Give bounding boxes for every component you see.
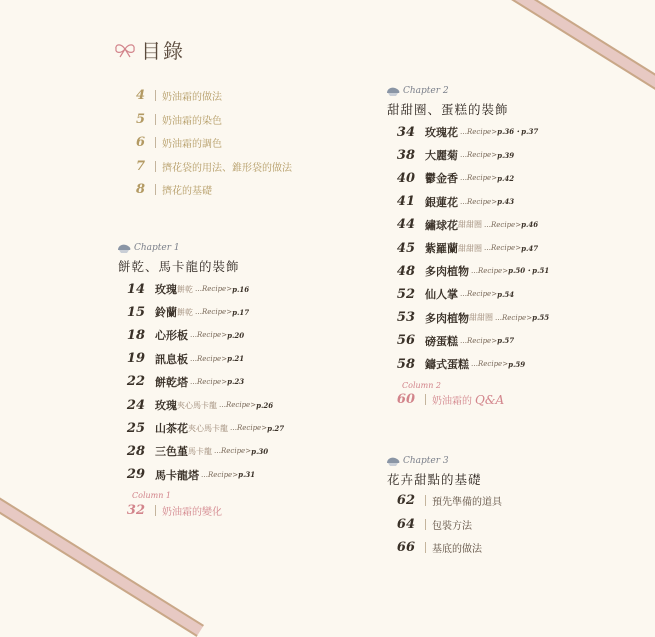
arrow-glyph: >	[221, 377, 228, 386]
arrow-glyph: >	[491, 174, 498, 183]
toc-entry	[389, 194, 514, 210]
toc-entry	[389, 493, 502, 508]
recipe-word: Recipe	[502, 313, 527, 322]
entry-title: 銀蓮花	[425, 195, 458, 209]
page-number: 15	[126, 304, 145, 320]
toc-entry	[389, 286, 514, 302]
entry-title: 紫羅蘭	[425, 242, 458, 255]
toc-entry	[389, 147, 514, 163]
toc-entry	[389, 356, 525, 372]
toc-entry	[389, 540, 482, 555]
toc-entry	[119, 281, 249, 297]
chapter-label: Chapter 3	[403, 456, 449, 466]
page-number: 38	[396, 147, 415, 163]
toc-entry	[119, 397, 273, 413]
arrow-glyph: >	[526, 313, 533, 322]
recipe-word: Recipe	[467, 197, 492, 206]
recipe-page: p.27	[267, 423, 285, 433]
chapter-label: Chapter 1	[134, 243, 180, 253]
arrow-glyph: >	[515, 244, 522, 252]
recipe-page: p.31	[238, 470, 256, 480]
toc-entry	[389, 517, 472, 532]
recipe-word: Recipe	[208, 470, 233, 479]
entry-label: 包裝方法	[432, 520, 472, 532]
recipe-page: p.47	[521, 243, 539, 253]
recipe-page: p.46	[521, 220, 539, 230]
divider-bar	[425, 495, 426, 506]
entry-title: 多肉植物	[425, 311, 469, 325]
toc-entry	[119, 420, 284, 436]
intro-entry	[119, 159, 292, 174]
bow-icon	[113, 42, 137, 58]
chapter-label: Chapter 2	[403, 86, 449, 96]
entry-subtitle: 夾心馬卡龍	[177, 400, 217, 410]
recipe-word: Recipe	[491, 220, 516, 229]
leader-dots: …	[230, 424, 237, 433]
entry-title: 餅乾塔	[155, 375, 188, 389]
entry-title: 多肉植物	[425, 265, 469, 279]
cupcake-icon	[385, 85, 401, 97]
toc-entry	[389, 333, 514, 349]
entry-label: 奶油霜的	[432, 396, 472, 407]
leader-dots: …	[460, 290, 467, 299]
page-number: 5	[135, 111, 145, 127]
page-number: 14	[126, 281, 145, 297]
divider-bar	[155, 184, 156, 195]
leader-dots: …	[214, 447, 221, 456]
recipe-word: Recipe	[226, 401, 251, 409]
arrow-glyph: >	[491, 336, 498, 345]
column-2-label: Column 2	[402, 381, 442, 390]
entry-label: 奶油霜的做法	[162, 92, 222, 103]
recipe-page: p.16	[232, 284, 250, 294]
recipe-word: Recipe	[467, 174, 492, 183]
recipe-page: p.57	[497, 336, 515, 346]
cupcake-icon	[385, 455, 401, 467]
leader-dots: …	[460, 151, 467, 160]
page-number: 64	[396, 516, 415, 532]
recipe-word: Recipe	[478, 360, 503, 368]
column-1-label: Column 1	[132, 491, 172, 500]
page-number: 62	[396, 493, 415, 508]
entry-title: 磅蛋糕	[425, 334, 458, 348]
arrow-glyph: >	[221, 331, 228, 340]
leader-dots: …	[195, 308, 202, 317]
page-number: 24	[126, 397, 145, 413]
chapter-1-label	[116, 242, 180, 254]
entry-title: 仙人掌	[425, 288, 458, 302]
page-title	[113, 35, 185, 64]
recipe-page: p.23	[227, 377, 245, 387]
entry-label: 奶油霜的變化	[162, 507, 222, 518]
entry-title: 心形板	[155, 329, 188, 343]
page-number: 40	[396, 170, 415, 186]
recipe-page: p.42	[497, 173, 515, 183]
arrow-glyph: >	[250, 401, 257, 409]
toc-entry	[389, 170, 514, 186]
chapter-2-label	[385, 85, 449, 97]
arrow-glyph: >	[491, 197, 498, 206]
page-number: 52	[396, 286, 415, 302]
entry-subtitle: 餅乾	[177, 284, 193, 294]
entry-subtitle: 甜甜圈	[469, 313, 493, 323]
arrow-glyph: >	[491, 151, 498, 160]
toc-entry	[119, 304, 249, 320]
page-number: 32	[126, 503, 145, 518]
arrow-glyph: >	[245, 447, 252, 456]
page-number: 66	[396, 540, 415, 555]
recipe-page: p.54	[497, 289, 515, 299]
entry-label: 奶油霜的染色	[162, 115, 222, 127]
page-number: 58	[396, 356, 415, 372]
arrow-glyph: >	[226, 308, 233, 317]
recipe-page: p.39	[497, 150, 515, 160]
entry-title: 山茶花	[155, 422, 188, 436]
toc-entry	[389, 263, 549, 279]
arrow-glyph: >	[502, 267, 509, 276]
entry-title: 訊息板	[155, 352, 188, 366]
recipe-page: p.59	[508, 359, 526, 369]
page-number: 19	[126, 351, 145, 367]
recipe-page: p.17	[232, 307, 250, 317]
page-number: 45	[396, 240, 415, 256]
chapter-3-title: 花卉甜點的基礎	[387, 472, 482, 487]
divider-bar	[155, 137, 156, 148]
divider-bar	[155, 90, 156, 101]
intro-entry	[119, 182, 212, 197]
entry-subtitle: 夾心馬卡龍	[188, 423, 228, 433]
arrow-glyph: >	[502, 360, 509, 368]
entry-title: 鈴蘭	[155, 306, 177, 320]
arrow-glyph: >	[226, 285, 233, 293]
leader-dots: …	[219, 401, 226, 409]
entry-subtitle: 餅乾	[177, 307, 193, 317]
page-number: 4	[135, 88, 145, 103]
leader-dots: …	[195, 285, 202, 293]
recipe-word: Recipe	[197, 331, 222, 340]
toc-entry	[389, 217, 538, 233]
recipe-page: p.55	[532, 313, 550, 323]
recipe-page: p.50・p.51	[508, 266, 550, 276]
cupcake-icon	[116, 242, 132, 254]
leader-dots: …	[495, 313, 502, 322]
entry-title: 鬱金香	[425, 172, 458, 186]
entry-title: 玫瑰	[155, 399, 177, 412]
page-number: 6	[135, 135, 145, 150]
leader-dots: …	[460, 197, 467, 206]
leader-dots: …	[201, 470, 208, 479]
entry-title: 玫瑰花	[425, 126, 458, 139]
entry-label: 基底的做法	[432, 544, 482, 555]
title-text: 目錄	[141, 39, 185, 63]
page-number: 25	[126, 420, 145, 436]
page-number: 44	[396, 217, 415, 233]
entry-subtitle: 甜甜圈	[458, 243, 482, 253]
toc-entry	[389, 310, 549, 326]
intro-entry	[119, 88, 222, 103]
toc-entry	[119, 374, 244, 390]
toc-entry	[389, 240, 538, 256]
recipe-word: Recipe	[197, 377, 222, 386]
recipe-word: Recipe	[202, 308, 227, 317]
leader-dots: …	[190, 331, 197, 340]
arrow-glyph: >	[232, 470, 239, 479]
page-number: 48	[396, 263, 415, 279]
recipe-word: Recipe	[197, 354, 222, 363]
arrow-glyph: >	[221, 354, 228, 363]
chapter-3-label	[385, 455, 449, 467]
entry-title: 繡球花	[425, 218, 458, 232]
toc-entry	[119, 467, 255, 483]
chapter-2-title: 甜甜圈、蛋糕的裝飾	[387, 102, 509, 117]
page-number: 41	[396, 194, 415, 210]
recipe-page: p.20	[227, 330, 245, 340]
recipe-page: p.21	[227, 354, 245, 364]
recipe-word: Recipe	[467, 336, 492, 345]
divider-bar	[155, 114, 156, 125]
entry-title: 大麗菊	[425, 149, 458, 163]
leader-dots: …	[471, 267, 478, 276]
recipe-word: Recipe	[467, 290, 492, 299]
arrow-glyph: >	[515, 220, 522, 229]
intro-entry	[119, 135, 222, 150]
page-number: 56	[396, 333, 415, 349]
arrow-glyph: >	[491, 290, 498, 299]
column-2-entry	[389, 392, 504, 407]
recipe-page: p.26	[256, 400, 274, 410]
recipe-word: Recipe	[467, 128, 492, 136]
page-number: 60	[396, 392, 415, 407]
entry-title: 三色堇	[155, 445, 188, 459]
leader-dots: …	[471, 360, 478, 368]
recipe-word: Recipe	[221, 447, 246, 456]
recipe-word: Recipe	[237, 424, 262, 433]
entry-subtitle: 馬卡龍	[188, 446, 212, 456]
leader-dots: …	[190, 377, 197, 386]
chapter-1-title: 餅乾、馬卡龍的裝飾	[118, 259, 240, 274]
leader-dots: …	[484, 244, 491, 252]
page-number: 28	[126, 443, 145, 459]
recipe-word: Recipe	[478, 267, 503, 276]
entry-title: 玫瑰	[155, 283, 177, 296]
recipe-word: Recipe	[202, 285, 227, 293]
toc-entry	[119, 351, 244, 367]
column-1-entry	[119, 503, 222, 518]
recipe-page: p.43	[497, 197, 515, 207]
entry-label: 奶油霜的調色	[162, 139, 222, 150]
toc-entry	[119, 443, 268, 459]
recipe-page: p.36・p.37	[497, 127, 539, 136]
page-number: 18	[126, 327, 145, 343]
arrow-glyph: >	[491, 128, 498, 136]
divider-bar	[425, 394, 426, 405]
page-number: 53	[396, 310, 415, 326]
ribbon-top-right	[485, 0, 655, 111]
page-number: 7	[135, 158, 145, 174]
page-number: 22	[126, 374, 145, 390]
entry-label-italic: Q&A	[475, 392, 505, 407]
leader-dots: …	[460, 174, 467, 183]
toc-entry	[119, 327, 244, 343]
divider-bar	[155, 505, 156, 516]
toc-entry	[389, 124, 538, 140]
divider-bar	[425, 542, 426, 553]
divider-bar	[155, 161, 156, 172]
intro-entry	[119, 112, 222, 127]
entry-subtitle: 甜甜圈	[458, 220, 482, 230]
leader-dots: …	[190, 354, 197, 363]
entry-label: 擠花袋的用法、錐形袋的做法	[162, 162, 292, 174]
recipe-page: p.30	[251, 446, 269, 456]
page-number: 34	[396, 124, 415, 140]
recipe-word: Recipe	[491, 244, 516, 252]
leader-dots: …	[484, 220, 491, 229]
entry-label: 擠花的基礎	[162, 186, 212, 197]
leader-dots: …	[460, 128, 467, 136]
arrow-glyph: >	[261, 424, 268, 433]
page-number: 29	[126, 467, 145, 483]
entry-label: 預先準備的道具	[432, 497, 502, 508]
entry-title: 鑄式蛋糕	[425, 358, 469, 371]
entry-title: 馬卡龍塔	[155, 468, 199, 482]
leader-dots: …	[460, 336, 467, 345]
divider-bar	[425, 519, 426, 530]
recipe-word: Recipe	[467, 151, 492, 160]
page-number: 8	[135, 182, 145, 197]
